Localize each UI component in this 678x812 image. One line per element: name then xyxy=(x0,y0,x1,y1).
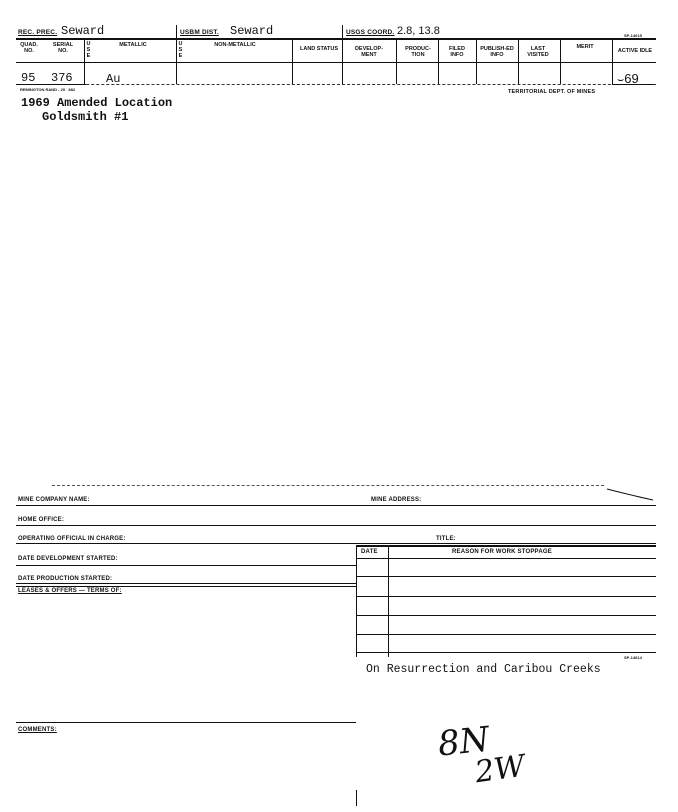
checkmark-icon: ⌣ xyxy=(617,74,625,86)
col-use-1: U S E xyxy=(86,41,91,59)
form-number-top: SP-14615 xyxy=(624,33,642,38)
curve-mark xyxy=(605,486,655,502)
stoppage-reason-header: REASON FOR WORK STOPPAGE xyxy=(452,549,552,555)
date-development-started-label: DATE DEVELOPMENT STARTED: xyxy=(18,556,118,562)
form-number-bottom: SP-14614 xyxy=(624,655,642,660)
col-last-visited: LAST VISITED xyxy=(527,46,549,58)
handwritten-line-2: 2W xyxy=(472,748,528,791)
home-office-label: HOME OFFICE: xyxy=(18,517,65,523)
record-metallic: Au xyxy=(106,72,121,86)
col-active-idle: ACTIVE IDLE xyxy=(617,48,653,54)
rec-prec-label: REC. PREC. xyxy=(18,29,58,36)
record-quad-no: 95 xyxy=(21,71,36,85)
col-quad-no: QUAD. NO. xyxy=(20,42,38,54)
col-land-status: LAND STATUS xyxy=(300,46,338,52)
mine-company-name-label: MINE COMPANY NAME: xyxy=(18,497,90,503)
note-line-2: Goldsmith #1 xyxy=(42,110,129,124)
stoppage-date-header: DATE xyxy=(361,549,378,555)
usgs-coord-value: 2.8, 13.8 xyxy=(397,25,440,37)
col-serial-no: SERIAL NO. xyxy=(52,42,74,54)
record-active-idle-value: 69 xyxy=(624,71,639,86)
col-development: DEVELOP-MENT xyxy=(354,46,384,58)
rec-prec-value: Seward xyxy=(61,24,105,38)
usgs-coord-label: USGS COORD. xyxy=(346,29,395,36)
leases-offers-label: LEASES & OFFERS — TERMS OF: xyxy=(18,588,122,594)
handwritten-line-1: 8N xyxy=(436,719,492,765)
record-serial-no: 376 xyxy=(51,71,73,85)
location-note: On Resurrection and Caribou Creeks xyxy=(366,663,601,676)
note-line-1: 1969 Amended Location xyxy=(21,96,173,110)
mine-address-label: MINE ADDRESS: xyxy=(371,497,422,503)
col-filed-info: FILED INFO xyxy=(449,46,465,58)
col-merit: MERIT xyxy=(576,44,594,50)
comments-label: COMMENTS: xyxy=(18,727,57,733)
title-label: TITLE: xyxy=(436,536,456,542)
usbm-dist-value: Seward xyxy=(230,24,274,38)
remington-print-info xyxy=(20,87,75,92)
col-non-metallic: NON-METALLIC xyxy=(214,42,256,48)
department-label: TERRITORIAL DEPT. OF MINES xyxy=(508,89,596,95)
remington-label: REMINGTON RAND - 20 xyxy=(20,87,66,92)
print-code: 882 xyxy=(68,87,76,92)
col-production: PRODUC-TION xyxy=(405,46,431,58)
date-production-started-label: DATE PRODUCTION STARTED: xyxy=(18,576,113,582)
operating-official-label: OPERATING OFFICIAL IN CHARGE: xyxy=(18,536,126,542)
usbm-dist-label: USBM DIST. xyxy=(180,29,219,36)
col-use-2: U S E xyxy=(178,41,183,59)
col-metallic: METALLIC xyxy=(119,42,147,48)
col-published-info: PUBLISH-ED INFO xyxy=(480,46,514,58)
